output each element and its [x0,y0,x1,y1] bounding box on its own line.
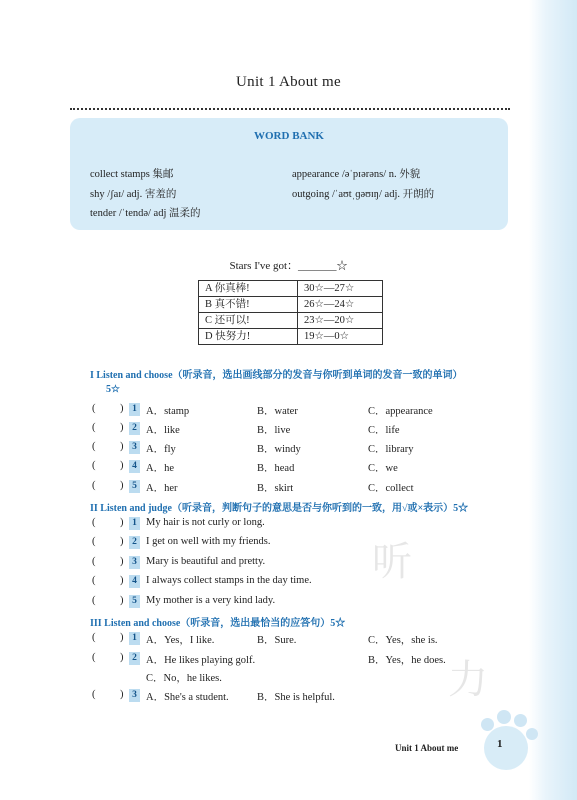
table-row [199,329,383,345]
section-1-heading: I Listen and choose（听录音，选出画线部分的发音与你听到单词的发音一致的单词） [90,370,463,381]
word-bank-entry: shy /ʃaɪ/ adj. 害羞的 [90,189,177,200]
option-b[interactable]: B．skirt [257,483,294,494]
option-c[interactable]: C．collect [368,483,414,494]
question-number: 4 [129,575,140,588]
statement-text: My hair is not curly or long. [146,517,265,528]
option-a[interactable]: A．her [146,483,178,494]
word-bank-entry: appearance /əˈpɪərəns/ n. 外貌 [292,169,421,180]
paw-toe-icon [514,714,527,727]
section-2-heading: II Listen and judge（听录音，判断句子的意思是否与你听到的一致，用√或×表示）5☆ [90,503,469,514]
question-number: 3 [129,441,140,454]
stars-label: Stars I've got：_______☆ [229,260,348,272]
option-a[interactable]: A．He likes playing golf. [146,655,256,666]
statement-text: Mary is beautiful and pretty. [146,556,266,567]
section-3-heading: III Listen and choose（听录音，选出最恰当的应答句）5☆ [90,618,346,629]
option-b[interactable]: B．windy [257,444,301,455]
statement-text: I get on well with my friends. [146,536,271,547]
option-a[interactable]: A．stamp [146,406,190,417]
option-c[interactable]: C．Yes，she is. [368,635,438,646]
question-number: 3 [129,689,140,702]
option-c[interactable]: C．library [368,444,414,455]
option-c[interactable]: C．No，he likes. [146,673,222,684]
option-b[interactable]: B．She is helpful. [257,692,335,703]
word-bank-heading: WORD BANK [254,130,324,142]
page-edge-strip [529,0,577,800]
section-1-score: 5☆ [106,384,120,395]
word-bank-entry: outgoing /ˈaʊtˌɡəʊɪŋ/ adj. 开朗的 [292,189,435,200]
table-row [199,297,383,313]
page-number: 1 [497,738,503,750]
question-number: 5 [129,480,140,493]
paw-pad-icon [484,726,528,770]
statement-text: I always collect stamps in the day time. [146,575,312,586]
dotted-divider [70,108,510,110]
option-c[interactable]: C．we [368,463,398,474]
question-number: 2 [129,536,140,549]
paw-toe-icon [497,710,511,724]
rating-grade: A 你真棒! [199,281,298,297]
option-a[interactable]: A．fly [146,444,176,455]
watermark-char-ting: 听 [372,539,412,585]
option-a[interactable]: A．like [146,425,180,436]
option-a[interactable]: A．She's a student. [146,692,229,703]
option-b[interactable]: B．Sure. [257,635,297,646]
question-number: 1 [129,403,140,416]
statement-text: My mother is a very kind lady. [146,595,276,606]
question-number: 2 [129,422,140,435]
rating-grade: D 快努力! [199,329,298,345]
option-b[interactable]: B．live [257,425,291,436]
question-number: 5 [129,595,140,608]
page-title: Unit 1 About me [236,74,341,90]
table-row [199,281,383,297]
option-b[interactable]: B．Yes，he does. [368,655,446,666]
word-bank-entry: tender /ˈtendə/ adj 温柔的 [90,208,201,219]
watermark-char-li: 力 [448,657,488,703]
footer-unit-label: Unit 1 About me [395,743,459,753]
rating-range: 30☆—27☆ [298,281,383,297]
rating-range: 19☆—0☆ [298,329,383,345]
word-bank [70,118,508,230]
rating-grade: C 还可以! [199,313,298,329]
question-number: 1 [129,517,140,530]
word-bank-entry: collect stamps 集邮 [90,169,174,180]
rating-table [198,280,383,345]
option-c[interactable]: C．life [368,425,400,436]
question-number: 1 [129,632,140,645]
rating-range: 26☆—24☆ [298,297,383,313]
question-number: 3 [129,556,140,569]
question-number: 4 [129,460,140,473]
option-b[interactable]: B．water [257,406,298,417]
option-a[interactable]: A．Yes，I like. [146,635,215,646]
paw-toe-icon [526,728,538,740]
option-b[interactable]: B．head [257,463,295,474]
option-c[interactable]: C．appearance [368,406,433,417]
table-row [199,313,383,329]
option-a[interactable]: A．he [146,463,174,474]
paw-toe-icon [481,718,494,731]
rating-grade: B 真不错! [199,297,298,313]
question-number: 2 [129,652,140,665]
rating-range: 23☆—20☆ [298,313,383,329]
